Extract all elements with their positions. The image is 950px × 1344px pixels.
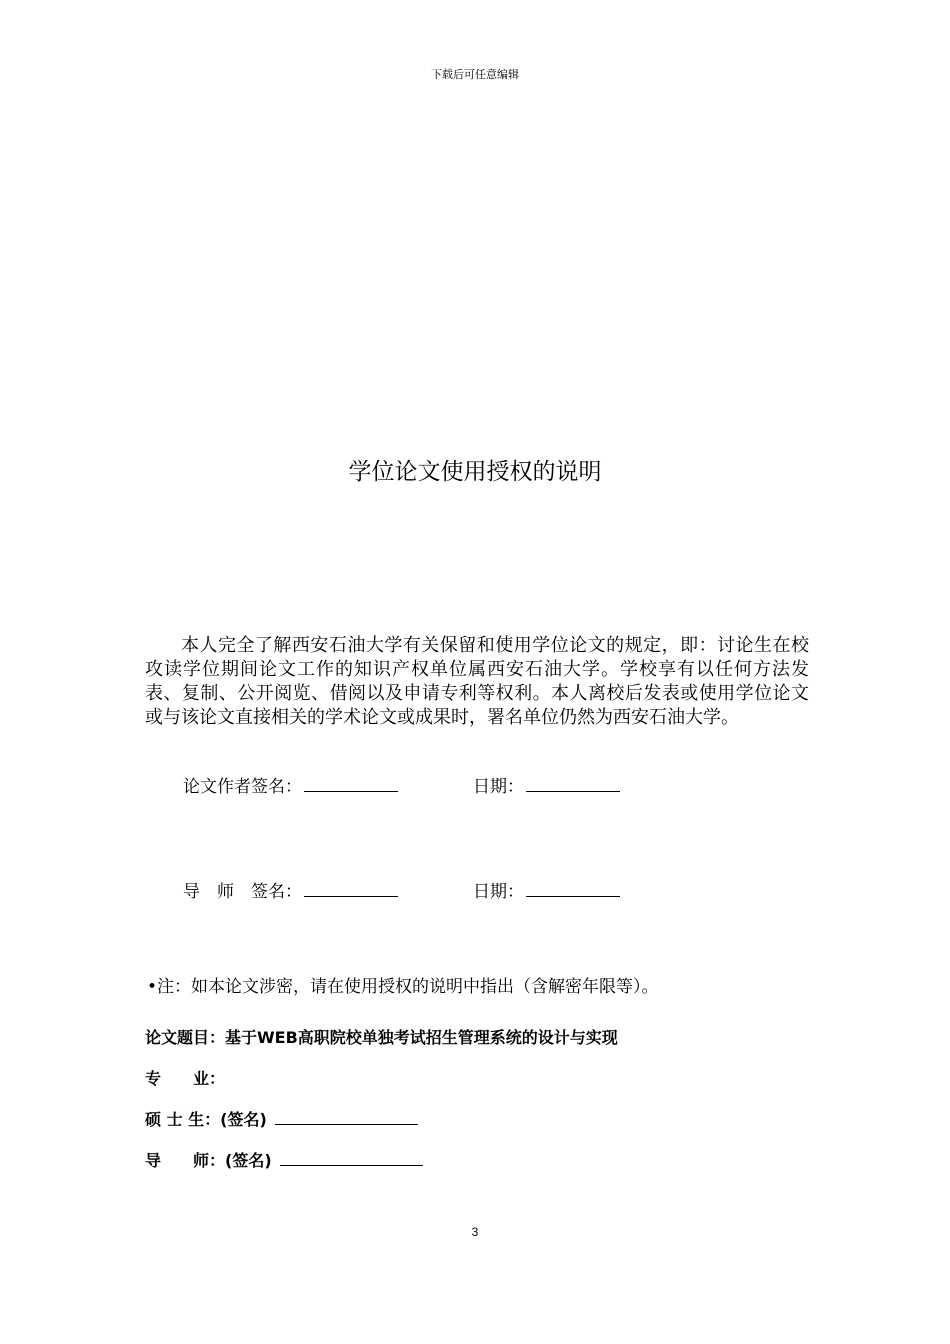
major-row [145, 1067, 225, 1091]
master-student-blank [275, 1110, 418, 1125]
advisor-row [145, 1149, 423, 1173]
confidentiality-note: •注：如本论文涉密，请在使用授权的说明中指出（含解密年限等）。 [147, 977, 659, 997]
advisor-label: 导 师：(签名) [145, 1151, 272, 1170]
author-signature-row [183, 775, 398, 799]
major-label: 专 业： [145, 1069, 226, 1088]
header-note: 下载后可任意编辑 [431, 68, 519, 81]
author-signature-label: 论文作者签名： [183, 777, 302, 797]
author-date-label: 日期： [473, 777, 524, 797]
author-signature-blank [304, 777, 398, 792]
author-date-row [473, 775, 620, 799]
thesis-title-row [145, 1026, 618, 1050]
author-date-blank [526, 777, 620, 792]
advisor-date-row [473, 880, 620, 904]
thesis-title-value: 基于WEB高职院校单独考试招生管理系统的设计与实现 [225, 1028, 618, 1047]
page-number: 3 [471, 1225, 479, 1239]
authorization-statement: 本人完全了解西安石油大学有关保留和使用学位论文的规定，即：讨论生在校攻读学位期间论文工作的知识产权单位属西安石油大学。学校享有以任何方法发表、复制、公开阅览、借阅以及申请专利等权利。本人离校后发表或使用学位论文或与该论文直接相关的学术论文或成果时，署名单位仍然为西安石油大学。 [145, 635, 809, 728]
advisor-signature-blank [304, 882, 398, 897]
thesis-title-label: 论文题目： [145, 1028, 226, 1047]
advisor-blank [280, 1151, 423, 1166]
master-student-label: 硕 士 生：(签名) [145, 1110, 267, 1129]
page-title: 学位论文使用授权的说明 [348, 459, 602, 485]
advisor-date-label: 日期： [473, 882, 524, 902]
master-student-row [145, 1108, 418, 1132]
advisor-signature-row [183, 880, 398, 904]
advisor-signature-label: 导 师 签名： [183, 882, 302, 902]
advisor-date-blank [526, 882, 620, 897]
